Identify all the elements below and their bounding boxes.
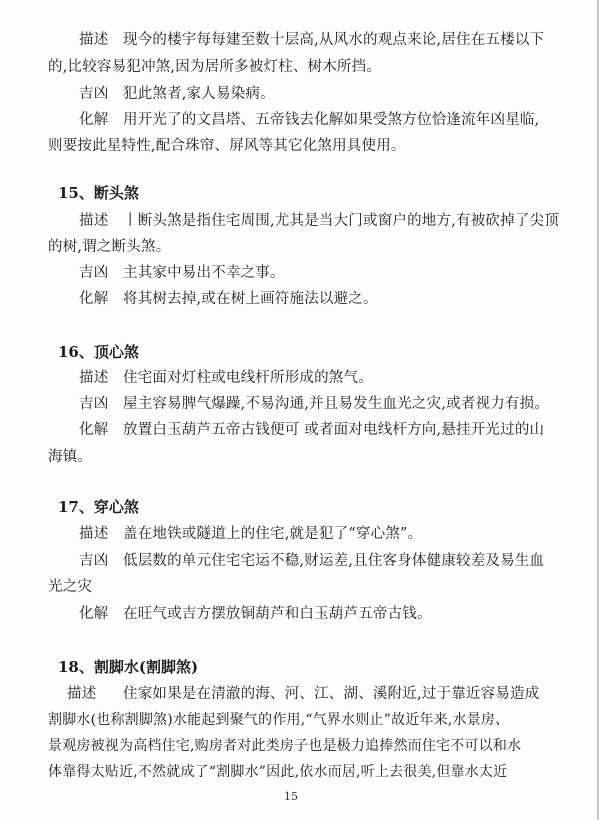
- paragraph-line: 海镇。: [48, 449, 93, 465]
- paragraph-line: 则要按此星特性,配合珠帘、屏风等其它化煞用具使用。: [48, 138, 406, 154]
- description-text: 现今的楼宇每每建至数十层高,从风水的观点来论,居住在五楼以下: [123, 32, 545, 48]
- fortune-text: 低层数的单元住宅宅运不稳,财运差,且住客身体健康较差及易生血: [123, 553, 545, 569]
- paragraph-line: 的树,谓之断头煞。: [48, 239, 171, 255]
- paragraph-line: [79, 525, 422, 543]
- remedy-text: 将其树去掉,或在树上画符施法以避之。: [123, 291, 378, 307]
- description-text: 盖在地铁或隧道上的住宅,就是犯了“穿心煞”。: [123, 526, 423, 542]
- paragraph-line: [79, 605, 432, 623]
- section-heading: 15、断头煞: [58, 184, 139, 202]
- remedy-label: 化解: [79, 291, 109, 307]
- paragraph-line: [79, 85, 275, 103]
- paragraph-line: [79, 290, 378, 308]
- section-heading: 17、穿心煞: [58, 498, 139, 516]
- paragraph-line: [79, 264, 285, 282]
- fortune-text: 犯此煞者,家人易染病。: [123, 86, 275, 102]
- description-label: 描述: [79, 32, 109, 48]
- remedy-text: 用开光了的文昌塔、五帝钱去化解如果受煞方位恰逢流年凶星临,: [123, 112, 540, 128]
- description-text: 住家如果是在清澈的海、河、江、湖、溪附近,过于靠近容易造成: [123, 686, 540, 702]
- paragraph-line: [67, 685, 539, 703]
- paragraph-line: [79, 552, 544, 570]
- description-text: 住宅面对灯柱或电线杆所形成的煞气。: [123, 370, 373, 386]
- paragraph-line: [79, 369, 373, 387]
- description-label: 描述: [79, 213, 109, 229]
- fortune-text: 主其家中易出不幸之事。: [123, 265, 285, 281]
- paragraph-line: [79, 395, 549, 413]
- fortune-text: 屋主容易脾气爆躁,不易沟通,并且易发生血光之灾,或者视力有损。: [123, 396, 550, 412]
- paragraph-line: 光之灾: [48, 579, 93, 595]
- remedy-label: 化解: [79, 606, 109, 622]
- remedy-label: 化解: [79, 112, 109, 128]
- description-label: 描述: [79, 526, 109, 542]
- paragraph-line: 景观房被视为高档住宅,购房者对此类房子也是极力追捧然而住宅不可以和水: [48, 738, 522, 754]
- remedy-text: 放置白玉葫芦五帝古钱便可 或者面对电线杆方向,悬挂开光过的山: [123, 422, 545, 438]
- remedy-label: 化解: [79, 422, 109, 438]
- paragraph-line: [79, 31, 544, 49]
- remedy-text: 在旺气或吉方摆放铜葫芦和白玉葫芦五帝古钱。: [123, 606, 432, 622]
- paragraph-line: [79, 111, 539, 129]
- paragraph-line: 的,比较容易犯冲煞,因为居所多被灯柱、树木所挡。: [48, 59, 382, 75]
- paragraph-line: [79, 212, 559, 230]
- paragraph-line: [79, 421, 544, 439]
- description-text: 丨断头煞是指住宅周围,尤其是当大门或窗户的地方,有被砍掉了尖顶: [123, 213, 559, 229]
- fortune-label: 吉凶: [79, 86, 109, 102]
- fortune-label: 吉凶: [79, 553, 109, 569]
- description-label: 描述: [79, 370, 109, 386]
- paragraph-line: 割脚水(也称割脚煞)水能起到聚气的作用,“气界水则止”故近年来,水景房、: [48, 712, 510, 728]
- page-number: 15: [284, 790, 298, 803]
- description-label: 描述: [67, 686, 97, 702]
- fortune-label: 吉凶: [79, 265, 109, 281]
- section-heading: 16、顶心煞: [58, 343, 139, 361]
- section-heading: 18、割脚水(割脚煞): [58, 658, 199, 676]
- fortune-label: 吉凶: [79, 396, 109, 412]
- paragraph-line: 体靠得太贴近,不然就成了“割脚水”因此,依水而居,听上去很美,但靠水太近: [48, 764, 508, 780]
